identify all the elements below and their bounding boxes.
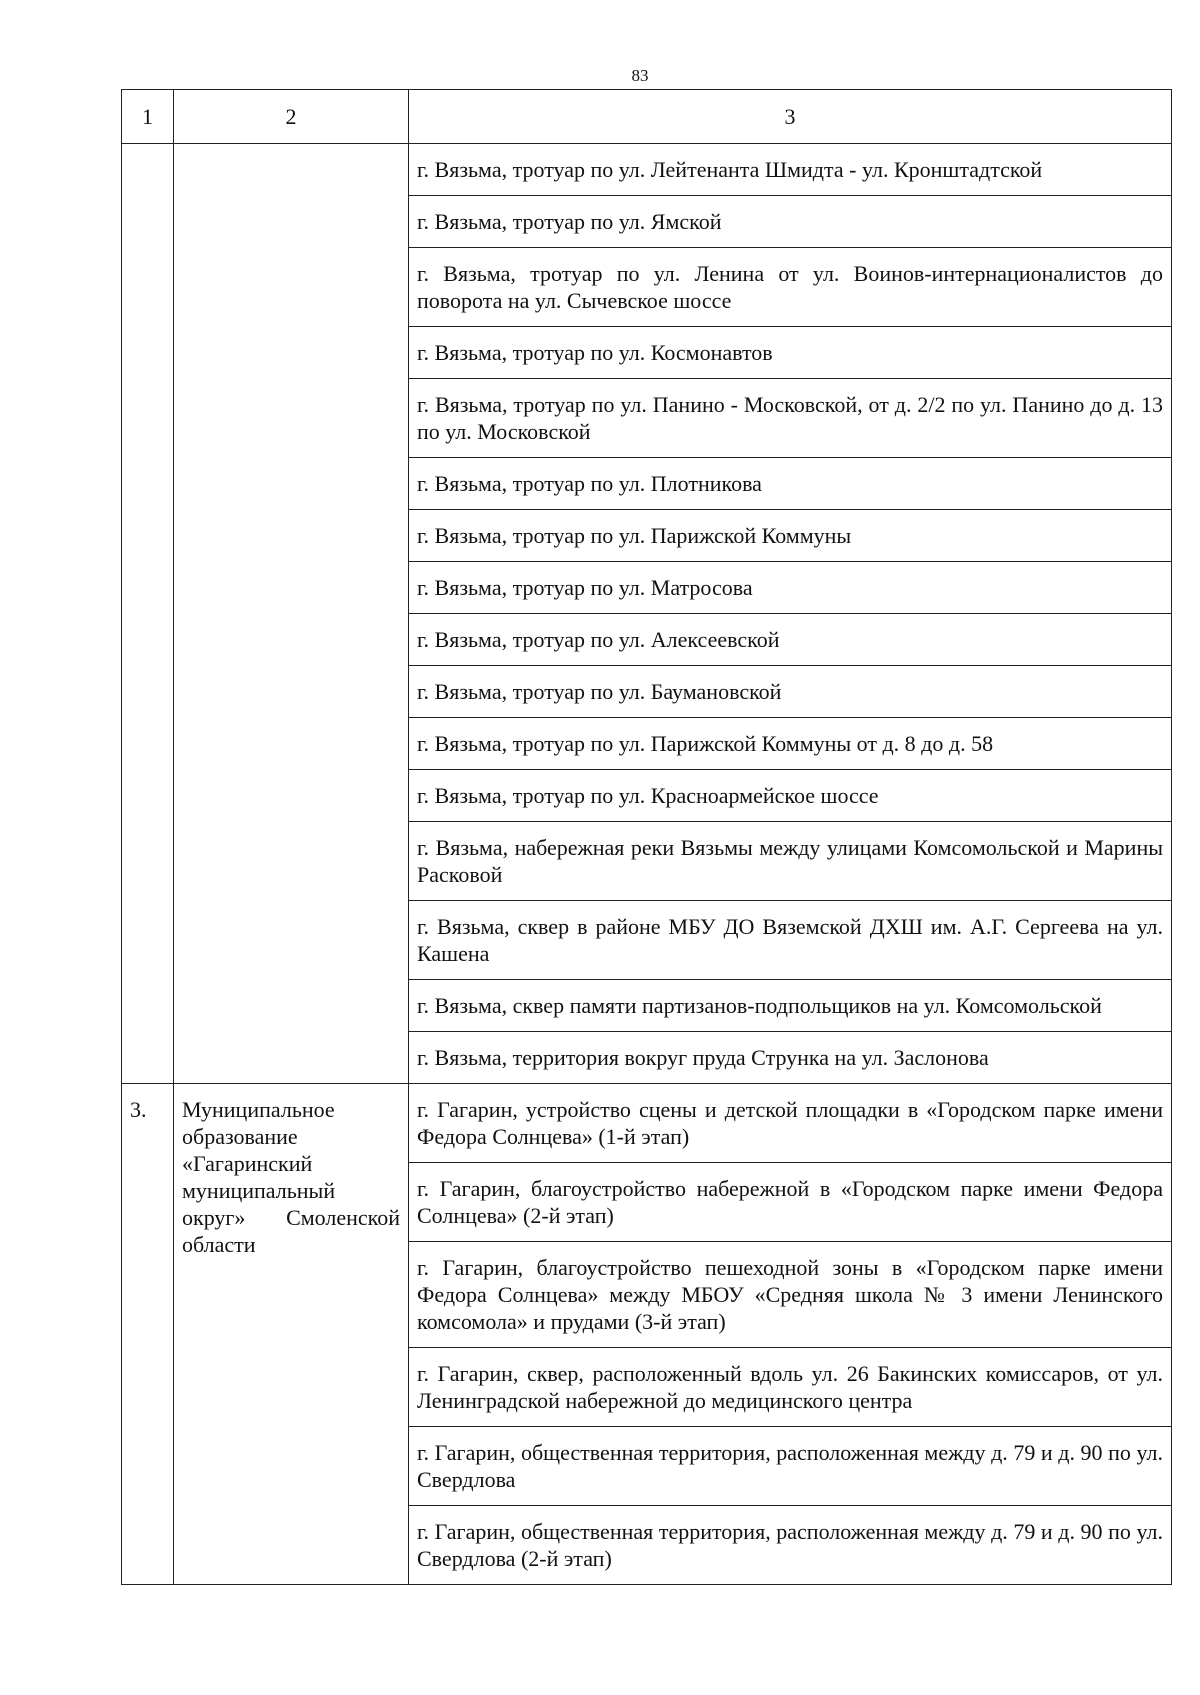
territory-cell: г. Вязьма, тротуар по ул. Баумановской <box>409 666 1172 718</box>
territory-cell: г. Вязьма, тротуар по ул. Матросова <box>409 562 1172 614</box>
table-header-row <box>122 90 1172 144</box>
table-row <box>122 1084 1172 1163</box>
row-number-cell-empty <box>122 144 174 1084</box>
territory-cell: г. Вязьма, сквер в районе МБУ ДО Вяземской ДХШ им. А.Г. Сергеева на ул. Кашена <box>409 901 1172 980</box>
territory-cell: г. Вязьма, тротуар по ул. Космонавтов <box>409 327 1172 379</box>
territory-cell: г. Гагарин, благоустройство набережной в «Городском парке имени Федора Солнцева» (2-й этап) <box>409 1163 1172 1242</box>
territory-cell: г. Вязьма, территория вокруг пруда Струнка на ул. Заслонова <box>409 1032 1172 1084</box>
objects-table <box>121 89 1172 1585</box>
page-number: 83 <box>631 66 649 85</box>
territory-cell: г. Гагарин, общественная территория, расположенная между д. 79 и д. 90 по ул. Свердлова <box>409 1427 1172 1506</box>
territory-cell: г. Гагарин, общественная территория, расположенная между д. 79 и д. 90 по ул. Свердлова (2-й этап) <box>409 1506 1172 1585</box>
territory-cell: г. Вязьма, набережная реки Вязьмы между улицами Комсомольской и Марины Расковой <box>409 822 1172 901</box>
territory-cell: г. Вязьма, тротуар по ул. Панино - Московской, от д. 2/2 по ул. Панино до д. 13 по ул. Московской <box>409 379 1172 458</box>
territory-cell: г. Вязьма, сквер памяти партизанов-подпольщиков на ул. Комсомольской <box>409 980 1172 1032</box>
territory-cell: г. Гагарин, благоустройство пешеходной зоны в «Городском парке имени Федора Солнцева» между МБОУ «Средняя школа № 3 имени Ленинского комсомола» и прудами (3-й этап) <box>409 1242 1172 1348</box>
table-row <box>122 144 1172 196</box>
territory-cell: г. Вязьма, тротуар по ул. Красноармейское шоссе <box>409 770 1172 822</box>
territory-cell: г. Вязьма, тротуар по ул. Лейтенанта Шмидта - ул. Кронштадтской <box>409 144 1172 196</box>
header-col-2: 2 <box>174 90 409 144</box>
territory-cell: г. Вязьма, тротуар по ул. Парижской Коммуны от д. 8 до д. 58 <box>409 718 1172 770</box>
header-col-3: 3 <box>409 90 1172 144</box>
org-cell-empty <box>174 144 409 1084</box>
territory-cell: г. Гагарин, устройство сцены и детской площадки в «Городском парке имени Федора Солнцева» (1-й этап) <box>409 1084 1172 1163</box>
row-number-cell: 3. <box>122 1084 174 1585</box>
municipality-cell: Муниципальное образование «Гагаринский муниципальный округ» Смоленской области <box>174 1084 409 1585</box>
territory-cell: г. Вязьма, тротуар по ул. Плотникова <box>409 458 1172 510</box>
territory-cell: г. Гагарин, сквер, расположенный вдоль ул. 26 Бакинских комиссаров, от ул. Ленинградской набережной до медицинского центра <box>409 1348 1172 1427</box>
territory-cell: г. Вязьма, тротуар по ул. Ленина от ул. Воинов-интернационалистов до поворота на ул. Сычевское шоссе <box>409 248 1172 327</box>
territory-cell: г. Вязьма, тротуар по ул. Алексеевской <box>409 614 1172 666</box>
territory-cell: г. Вязьма, тротуар по ул. Ямской <box>409 196 1172 248</box>
territory-cell: г. Вязьма, тротуар по ул. Парижской Коммуны <box>409 510 1172 562</box>
header-col-1: 1 <box>122 90 174 144</box>
